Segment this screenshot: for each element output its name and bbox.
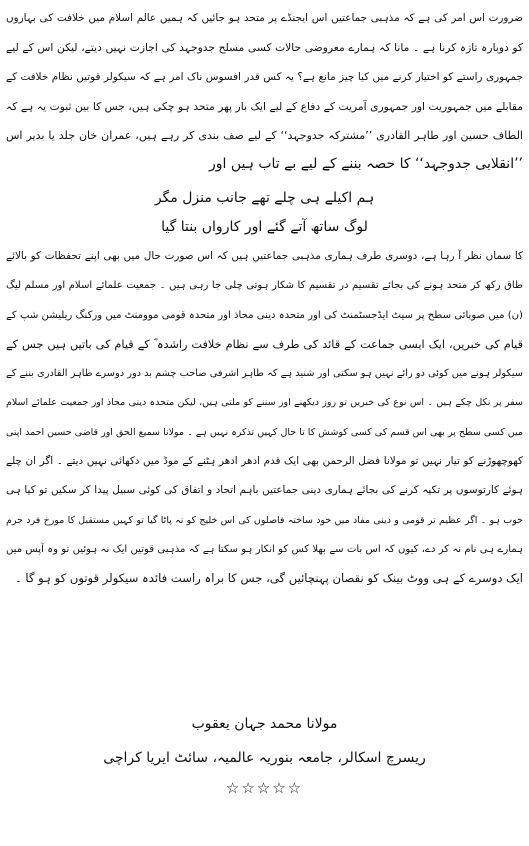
text-line: میں کسی سطح پر بھی اس قسم کی کسی کوشش کا تا حال کہیں تذکرہ نہیں ہے ۔ مولانا سمیع الحق اور قاضی حسین احمد اپنی — [6, 426, 523, 438]
author-name: مولانا محمد جہان یعقوب — [191, 716, 338, 732]
text-line: قیام کی خبریں، ایک ایسی جماعت کے قائد کی طرف سے نظام خلافت راشدہ ؓ کے قیام کی باتیں ہیں جس کے — [6, 337, 523, 351]
article-page — [6, 4, 523, 840]
text-line: کا سماں نظر آ رہا ہے، دوسری طرف ہماری مذہبی جماعتیں ہیں کہ اس صورت حال میں بھی اپنے تحفظات کو بالائے — [6, 250, 523, 262]
text-line: ہوئے کارتوسوں پر تکیہ کرنے کی بجائے ہماری دینی جماعتیں باہم اتحاد و اتفاق کی کوئی سبیل پیدا کر سکیں تو کیا ہی — [6, 484, 523, 497]
text-line: خوب ہو ۔ اگر عظیم تر قومی و دینی مفاد میں خود ساختہ فاصلوں کی اس خلیج کو نہ پاٹا گیا تو کہیں مستقبل کا مورخ فرد جرم — [6, 514, 523, 526]
text-line: ’’انقلابی جدوجہد‘‘ کا حصہ بننے کے لیے بے تاب ہیں اور — [208, 156, 523, 173]
text-line: سفر پر نکل چکے ہیں ۔ اس نوع کی خبریں تو روز دیکھنے اور سننے کو ملتی ہیں، لیکن متحدہ دینی محاذ اور جمعیت علمائے اسلام — [6, 397, 523, 409]
text-line: سیکولر ہونے میں کوئی دو رائے نہیں ہو سکتی اور شنید ہے کہ طاہر اشرفی صاحب چشم بد دور دوسرے طاہر القادری بننے کے — [6, 368, 523, 380]
verse-line: لوگ ساتھ آتے گئے اور کارواں بنتا گیا — [161, 219, 368, 235]
paragraph-2 — [6, 242, 523, 594]
text-line: مقابلے میں جمہوریت اور جمہوری آمریت کے دفاع کے لیے ایک بار پھر متحد ہو چکی ہیں، جس کا بین ثبوت یہ ہے کہ — [6, 99, 523, 113]
paragraph-1 — [6, 4, 523, 180]
end-stars: ☆☆☆☆☆ — [225, 779, 304, 797]
text-line: کھوچھوڑنے کو تیار نہیں تو مولانا فضل الرحمن بھی ایک قدم ادھر ادھر ہٹنے کے موڈ میں دکھائی نہیں دیتے ۔ اگر ان چلے — [6, 455, 523, 468]
text-line: ضرورت اس امر کی ہے کہ مذہبی جماعتیں اس ایجنڈے پر متحد ہو جائیں کہ ہمیں عالم اسلام میں خلافت کی بہاروں — [6, 12, 523, 24]
text-line: (ن) میں صوبائی سطح پر سیٹ ایڈجسٹمنٹ کی اور متحدہ دینی محاذ اور متحدہ قومی موومنٹ میں ورکنگ ریلیشن شپ کے — [6, 309, 523, 321]
poetry-couplet — [6, 184, 523, 242]
text-line: طاق رکھ کر متحد ہونے کی بجائے تقسیم در تقسیم کا شکار ہوتی چلی جا رہی ہیں ۔ جمعیت علمائے اسلام اور مسلم لیگ — [6, 280, 523, 292]
text-line: ایک دوسرے کے ہی ووٹ بینک کو نقصان پہنچائیں گی، جس کا براہ راست فائدہ سیکولر قوتوں کو ہو گا ۔ — [14, 571, 523, 586]
text-line: جمہوری راستے کو اختیار کرنے میں کیا چیز مانع ہے؟ یہ کس قدر افسوس ناک امر ہے کہ سیکولر قوتیں نظام خلافت کے — [6, 70, 523, 83]
verse-line: ہم اکیلے ہی چلے تھے جانب منزل مگر — [154, 190, 375, 206]
text-line: الطاف حسین اور طاہر القادری ’’مشترکہ جدوجہد‘‘ کے لیے صف بندی کر رہے ہیں، عمران خان جلد یا بدیر اس — [6, 129, 523, 143]
text-line: ہمارے ہی نام نہ کر دے، کیوں کہ اس بات سے بھلا کس کو انکار ہو سکتا ہے کہ مذہبی قوتیں ایک نہ ہوئیں تو وہ آپس میں — [6, 543, 523, 555]
author-affiliation: ریسرچ اسکالر، جامعہ بنوریہ عالمیہ، سائٹ ایریا کراچی — [103, 750, 426, 766]
text-line: کو دوبارہ تازہ کرنا ہے ۔ مانا کہ ہمارے معروضی حالات کسی مسلح جدوجہد کی اجازت نہیں دیتے، لیکن اس کے لیے — [6, 41, 523, 55]
